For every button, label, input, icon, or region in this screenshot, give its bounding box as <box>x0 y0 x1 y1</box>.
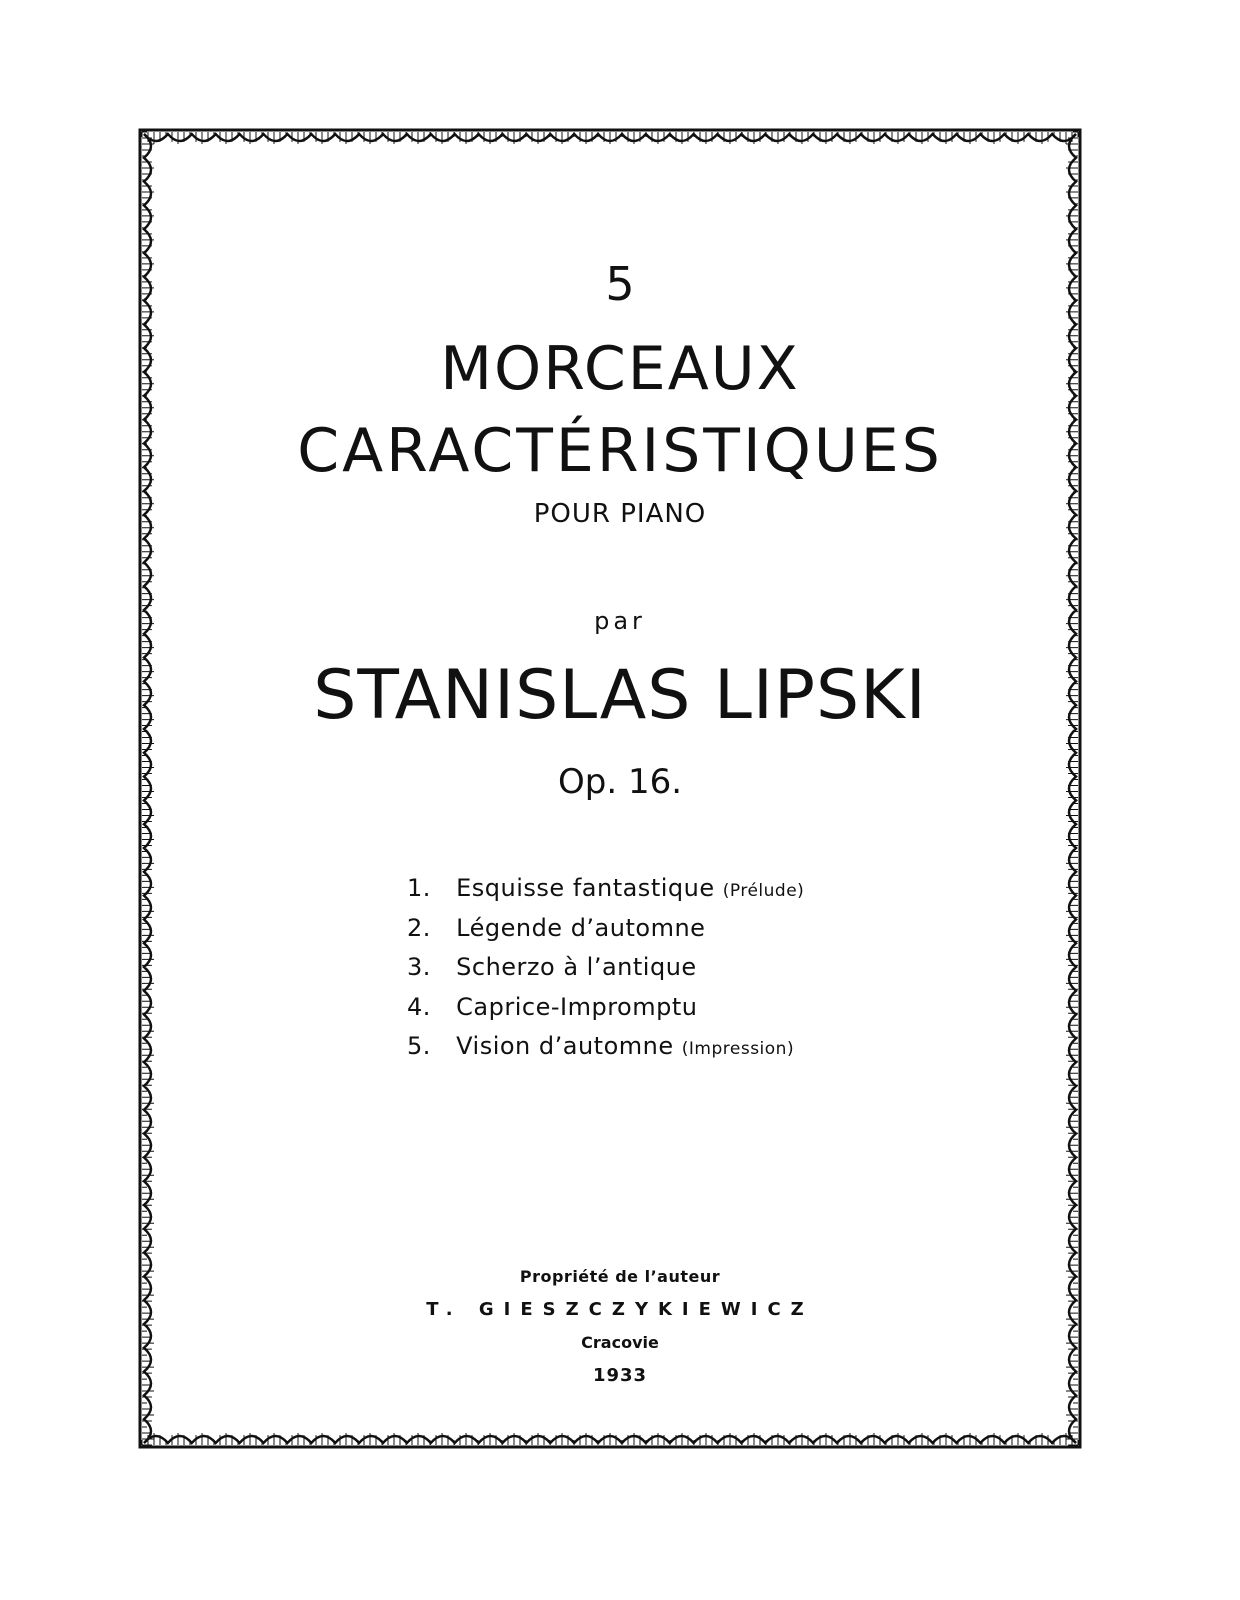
piece-note: (Impression) <box>681 1039 795 1059</box>
publisher-name: T. GIESZCZYKIEWICZ <box>426 1299 814 1320</box>
piece-title: Scherzo à l’antique <box>456 953 697 981</box>
piece-note: (Prélude) <box>722 881 805 901</box>
opus-number: Op. 16. <box>557 762 683 802</box>
piece-title: Vision d’automne <box>456 1032 674 1060</box>
piece-number: 1. <box>407 874 431 902</box>
piece-title: Caprice-Impromptu <box>456 992 698 1021</box>
piece-number: 4. <box>407 992 431 1021</box>
piece-item <box>407 910 927 950</box>
piece-count: 5 <box>605 257 635 311</box>
publication-year: 1933 <box>592 1365 648 1386</box>
title-page <box>160 150 1080 1440</box>
piece-title: Légende d’automne <box>456 913 706 942</box>
title-line-2: CARACTÉRISTIQUES <box>297 416 943 486</box>
piece-item <box>407 1028 927 1068</box>
piece-item <box>407 949 927 989</box>
title-line-1: MORCEAUX <box>440 334 800 404</box>
piece-number: 3. <box>407 953 431 981</box>
piece-number: 5. <box>407 1032 431 1060</box>
frame-scallop-left <box>144 134 151 1443</box>
publication-city: Cracovie <box>581 1333 659 1352</box>
piece-item <box>407 989 927 1029</box>
composer-name: STANISLAS LIPSKI <box>313 656 927 735</box>
copyright-notice: Propriété de l’auteur <box>519 1267 721 1286</box>
piece-title: Esquisse fantastique <box>456 874 715 902</box>
piece-item <box>407 870 927 910</box>
by-label: par <box>594 607 646 635</box>
piece-number: 2. <box>407 913 431 942</box>
subtitle: POUR PIANO <box>533 499 707 529</box>
piece-list <box>407 870 927 1068</box>
